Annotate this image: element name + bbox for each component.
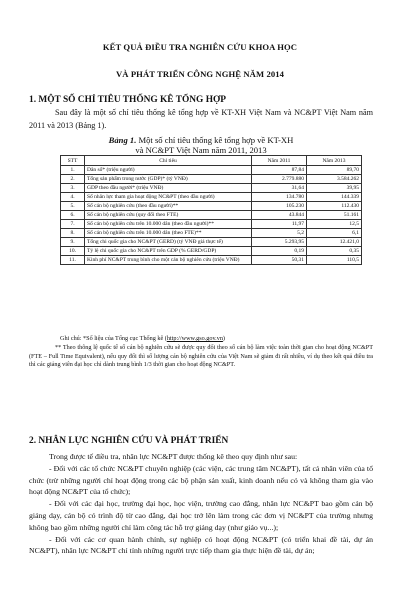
row-value-2011: 105.230	[252, 202, 307, 211]
table-row	[61, 166, 362, 175]
table-row	[61, 229, 362, 238]
row-indicator: Tỷ lệ chi quốc gia cho NC&PT trên GDP (% GERD/GDP)	[85, 247, 252, 256]
table-caption	[29, 135, 373, 155]
row-stt: 8.	[61, 229, 85, 238]
row-indicator: Số cán bộ nghiên cứu trên 10.000 dân (theo FTE)**	[85, 229, 252, 238]
row-stt: 2.	[61, 175, 85, 184]
row-value-2011: 0,19	[252, 247, 307, 256]
table-row	[61, 238, 362, 247]
row-stt: 1.	[61, 166, 85, 175]
row-value-2011: 43.844	[252, 211, 307, 220]
row-indicator: Số cán bộ nghiên cứu (quy đổi theo FTE)	[85, 211, 252, 220]
row-indicator: Dân số* (triệu người)	[85, 166, 252, 175]
section2-paragraph: - Đối với các đại học, trường đại học, học viện, trường cao đẳng, nhân lực NC&PT bao gồm cán bộ giảng dạy, cán bộ có trình độ từ cao đẳng, đại học trở lên làm trong các đơn vị NC&PT của trường nhưng không bao gồm những người chỉ làm công tác hỗ trợ giảng dạy (như giáo vụ...);	[29, 499, 373, 532]
table-caption-text: Một số chỉ tiêu thống kê tổng hợp về KT-XH	[136, 135, 294, 145]
row-value-2013: 3.584.262	[307, 175, 362, 184]
row-indicator: Kinh phí NC&PT trung bình cho một cán bộ nghiên cứu (triệu VNĐ)	[85, 256, 252, 265]
table-body	[61, 166, 362, 265]
row-stt: 4.	[61, 193, 85, 202]
row-value-2013: 39,95	[307, 184, 362, 193]
source-suffix: )	[222, 335, 225, 342]
table-row	[61, 247, 362, 256]
document-title-line1: KẾT QUẢ ĐIỀU TRA NGHIÊN CỨU KHOA HỌC	[102, 42, 298, 52]
section2-paragraph: Trong được tế điều tra, nhân lực NC&PT được thống kê theo quy định như sau:	[49, 452, 298, 461]
row-indicator: Số cán bộ nghiên cứu (theo đầu người)**	[85, 202, 252, 211]
row-indicator: GDP theo đầu người* (triệu VNĐ)	[85, 184, 252, 193]
row-indicator: Tổng chi quốc gia cho NC&PT (GERD) (tỷ VNĐ giá thực tế)	[85, 238, 252, 247]
section2-heading: 2. NHÂN LỰC NGHIÊN CỨU VÀ PHÁT TRIỂN	[29, 436, 229, 446]
table-row	[61, 256, 362, 265]
table-caption-line2: và NC&PT Việt Nam năm 2011, 2013	[135, 145, 267, 155]
row-value-2011: 11,97	[252, 220, 307, 229]
row-value-2011: 5.293,95	[252, 238, 307, 247]
section2-paragraph: - Đối với các cơ quan hành chính, sự nghiệp có hoạt động NC&PT (có triển khai đề tài, dự án NC&PT), nhân lực NC&PT chỉ tính những người trực tiếp tham gia thực hiện đề tài, dự án;	[29, 534, 373, 556]
row-value-2011: 134.780	[252, 193, 307, 202]
intro-paragraph: Sau đây là một số chỉ tiêu thống kê tổng hợp về KT-XH Việt Nam và NC&PT Việt Nam năm 2011 và 2013 (Bảng 1).	[29, 108, 373, 130]
table-row	[61, 211, 362, 220]
row-indicator: Tổng sản phẩm trong nước (GDP)* (tỷ VNĐ)	[85, 175, 252, 184]
row-stt: 10.	[61, 247, 85, 256]
header-year-2011: Năm 2011	[252, 156, 307, 166]
header-indicator: Chỉ tiêu	[85, 156, 252, 166]
table-row	[61, 193, 362, 202]
source-prefix: Ghi chú: *Số liệu của Tổng cục Thống kê (	[60, 335, 167, 342]
row-value-2011: 5,2	[252, 229, 307, 238]
section2-body	[29, 451, 373, 557]
row-stt: 11.	[61, 256, 85, 265]
row-value-2011: 2.779.880	[252, 175, 307, 184]
statistics-table	[60, 155, 362, 265]
row-stt: 9.	[61, 238, 85, 247]
table-row	[61, 202, 362, 211]
row-stt: 7.	[61, 220, 85, 229]
row-value-2013: 51.161	[307, 211, 362, 220]
row-indicator: Số cán bộ nghiên cứu trên 10.000 dân (theo đầu người)**	[85, 220, 252, 229]
row-indicator: Số nhân lực tham gia hoạt động NC&PT (theo đầu người)	[85, 193, 252, 202]
row-value-2013: 6,1	[307, 229, 362, 238]
row-value-2013: 110,5	[307, 256, 362, 265]
source-link[interactable]: http://www.gso.gov.vn	[166, 335, 223, 342]
row-value-2011: 31,64	[252, 184, 307, 193]
row-value-2013: 89,70	[307, 166, 362, 175]
table-row	[61, 220, 362, 229]
fte-footnote: ** Theo thông lệ quốc tế số cán bộ nghiên cứu sẽ được quy đổi theo số cán bộ làm việc toàn thời gian cho hoạt động NC&PT (FTE – Full Time Equivalent), nếu quy đổi thì số lượng cán bộ nghiên cứu của Việt Nam sẽ giảm đi rất nhiều, ví dụ theo kết quả điều tra thì các giảng viên đại học chỉ dành trung bình 1/3 thời gian cho hoạt động NC&PT.	[29, 344, 373, 369]
row-value-2013: 12,5	[307, 220, 362, 229]
header-stt: STT	[61, 156, 85, 166]
header-year-2013: Năm 2013	[307, 156, 362, 166]
table-row	[61, 184, 362, 193]
table-caption-label: Bảng 1.	[108, 135, 137, 145]
table-header-row	[61, 156, 362, 166]
row-value-2011: 87,84	[252, 166, 307, 175]
row-stt: 5.	[61, 202, 85, 211]
row-value-2013: 0,35	[307, 247, 362, 256]
table-source-note	[60, 335, 378, 342]
row-stt: 6.	[61, 211, 85, 220]
row-value-2013: 12.421,0	[307, 238, 362, 247]
row-value-2013: 144.339	[307, 193, 362, 202]
section2-paragraph: - Đối với các tổ chức NC&PT chuyên nghiệp (các viện, các trung tâm NC&PT), tất cả nhân viên của tổ chức (trừ những người chỉ hoạt động trong các bộ phận sản xuất, kinh doanh nếu có và không tham gia vào hoạt động NC&PT của tổ chức);	[29, 463, 373, 497]
section1-heading: 1. MỘT SỐ CHỈ TIÊU THỐNG KÊ TỔNG HỢP	[29, 95, 227, 105]
row-value-2011: 50,31	[252, 256, 307, 265]
table-row	[61, 175, 362, 184]
row-stt: 3.	[61, 184, 85, 193]
document-title-line2: VÀ PHÁT TRIỂN CÔNG NGHỆ NĂM 2014	[115, 69, 285, 79]
row-value-2013: 112.430	[307, 202, 362, 211]
